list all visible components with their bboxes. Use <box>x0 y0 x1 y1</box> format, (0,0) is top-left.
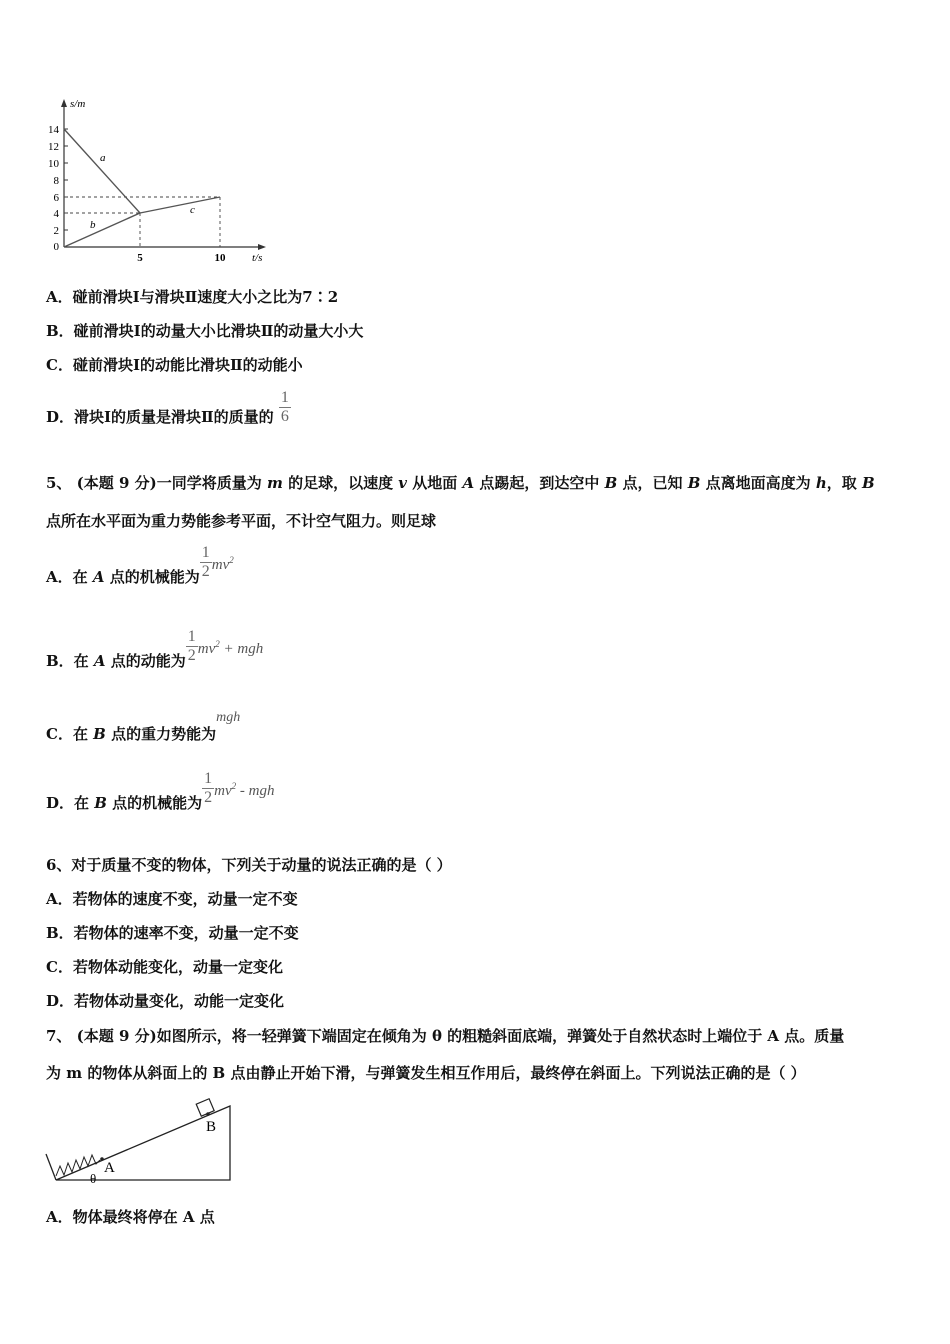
y-tick-label: 12 <box>48 141 59 153</box>
line-c-label: c <box>190 204 195 216</box>
q6-option-b: B．若物体的速率不变，动量一定不变 <box>46 924 299 942</box>
y-tick-label: 2 <box>53 225 59 237</box>
q4-option-c: C．碰前滑块Ⅰ的动能比滑块Ⅱ的动能小 <box>46 356 303 374</box>
q5-option-d-text <box>46 792 202 813</box>
q5-stem-line2: 点所在水平面为重力势能参考平面，不计空气阻力。则足球 <box>46 512 437 530</box>
var-v: v <box>398 474 408 492</box>
incline-spring-diagram <box>40 1092 240 1188</box>
q5-text: D．在 <box>46 794 95 812</box>
formula-exponent: 2 <box>215 639 220 649</box>
x-axis-label: t/s <box>252 252 263 264</box>
q5-text: 点，已知 <box>617 474 688 492</box>
q6-option-d: D．若物体动量变化，动能一定变化 <box>46 992 285 1010</box>
q5-text: 点踢起，到达空中 <box>474 474 605 492</box>
q5-option-c-text <box>46 723 216 744</box>
q5-option-b-text <box>46 650 186 671</box>
q5-text: A．在 <box>46 568 93 586</box>
fraction-one-sixth <box>279 389 291 426</box>
q5-option-c <box>46 710 240 744</box>
q5-text: 5、 (本题 9 分)一同学将质量为 <box>46 474 267 492</box>
fraction-numerator: 1 <box>187 628 196 645</box>
line-c <box>140 197 220 213</box>
line-a-label: a <box>100 152 106 164</box>
point-b-label: B <box>206 1119 217 1135</box>
formula-text: mv <box>211 557 230 573</box>
x-tick-label: 5 <box>137 252 143 264</box>
q5-text: 点的重力势能为 <box>105 725 217 743</box>
formula-mv2-plus-mgh <box>198 639 263 658</box>
q5-text: C．在 <box>46 725 94 743</box>
y-tick-label: 8 <box>53 175 59 187</box>
var-A: A <box>92 568 105 586</box>
var-B: B <box>94 794 107 812</box>
q4-option-a: A．碰前滑块Ⅰ与滑块Ⅱ速度大小之比为7∶2 <box>46 288 339 306</box>
q7-option-a: A．物体最终将停在 A 点 <box>46 1208 215 1226</box>
var-B: B <box>604 474 618 492</box>
q6-option-a: A．若物体的速度不变，动量一定不变 <box>46 890 298 908</box>
q4-option-d-text: D．滑块Ⅰ的质量是滑块Ⅱ的质量的 <box>46 408 274 426</box>
q5-option-a-text <box>46 566 200 587</box>
q5-text: 从地面 <box>407 474 463 492</box>
var-h: h <box>815 474 827 492</box>
q4-option-d <box>46 388 291 427</box>
q5-text: 的足球，以速度 <box>282 474 399 492</box>
fraction-denominator: 2 <box>187 647 196 664</box>
point-b-dot <box>206 1112 210 1116</box>
q4-option-b: B．碰前滑块Ⅰ的动量大小比滑块Ⅱ的动量大小大 <box>46 322 364 340</box>
var-B: B <box>861 474 875 492</box>
fraction-one-half <box>202 770 214 807</box>
q7-stem-line2: 为 m 的物体从斜面上的 B 点由静止开始下滑，与弹簧发生相互作用后，最终停在斜面上。下列说法正确的是（ ） <box>46 1064 806 1082</box>
q5-text: 点的机械能为 <box>106 794 203 812</box>
fraction-numerator: 1 <box>204 770 213 787</box>
q5-option-b <box>46 628 263 671</box>
y-tick-label: 4 <box>53 208 59 220</box>
angle-theta-label: θ <box>90 1171 97 1186</box>
wall-line <box>46 1154 56 1180</box>
y-axis-label: s/m <box>70 98 86 110</box>
q7-stem-line1: 7、 (本题 9 分)如图所示，将一轻弹簧下端固定在倾角为 θ 的粗糙斜面底端，弹簧处于自然状态时上端位于 A 点。质量 <box>46 1027 845 1045</box>
x-axis-arrow <box>258 244 266 250</box>
q5-text: ，取 <box>826 474 862 492</box>
line-b <box>64 213 140 247</box>
y-tick-label: 14 <box>48 124 59 136</box>
fraction-numerator: 1 <box>201 544 210 561</box>
formula-exponent: 2 <box>231 781 237 791</box>
y-axis-arrow <box>61 99 67 107</box>
formula-exponent: 2 <box>229 555 234 565</box>
y-tick-label: 6 <box>53 192 59 204</box>
q6-stem: 6、对于质量不变的物体，下列关于动量的说法正确的是（ ） <box>46 856 452 874</box>
formula-text: mv <box>214 783 232 799</box>
fraction-denominator: 6 <box>280 408 289 425</box>
q5-text: 点的机械能为 <box>104 568 200 586</box>
fraction-one-half <box>200 544 212 581</box>
fraction-denominator: 2 <box>204 789 213 806</box>
q5-text: 点的动能为 <box>105 652 186 670</box>
q5-text: 点离地面高度为 <box>700 474 816 492</box>
line-a <box>64 129 140 213</box>
var-B: B <box>93 725 106 743</box>
formula-text: + mgh <box>219 641 264 657</box>
q5-text: B．在 <box>46 652 94 670</box>
line-b-label: b <box>90 219 96 231</box>
q5-stem-line1 <box>46 472 875 493</box>
point-a-label: A <box>104 1160 115 1176</box>
fraction-numerator: 1 <box>280 389 289 406</box>
formula-mgh: mgh <box>216 710 241 725</box>
y-tick-label: 10 <box>48 158 59 170</box>
fraction-one-half <box>186 628 198 665</box>
var-m: m <box>266 474 283 492</box>
q5-option-d <box>46 770 274 813</box>
var-A: A <box>93 652 106 670</box>
q5-option-a <box>46 544 234 587</box>
var-A: A <box>462 474 475 492</box>
var-B: B <box>687 474 701 492</box>
y-tick-label: 0 <box>53 241 59 253</box>
formula-mv2 <box>212 555 234 574</box>
x-tick-label: 10 <box>214 252 226 264</box>
formula-mv2-minus-mgh <box>214 781 274 800</box>
fraction-denominator: 2 <box>201 563 210 580</box>
formula-text: - mgh <box>236 783 275 799</box>
q6-option-c: C．若物体动能变化，动量一定变化 <box>46 958 283 976</box>
incline-triangle <box>56 1106 230 1180</box>
position-time-graph <box>40 95 280 265</box>
formula-text: mv <box>197 641 216 657</box>
